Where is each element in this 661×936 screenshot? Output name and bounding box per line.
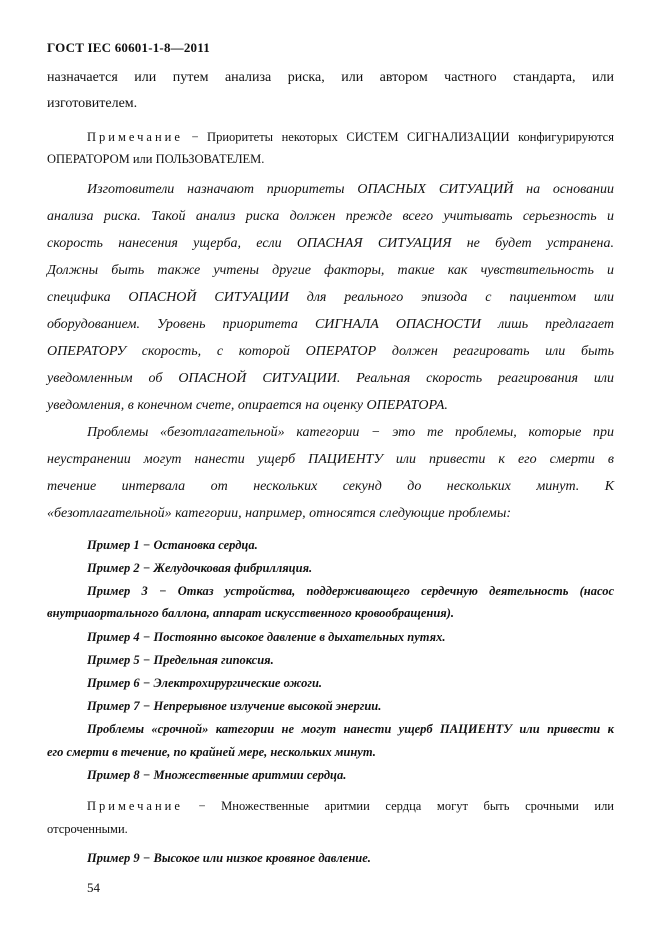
note-line: ОПЕРАТОРОМ или ПОЛЬЗОВАТЕЛЕМ.: [47, 152, 265, 166]
urgent-category-text: Проблемы «срочной» категории не могут нанести ущерб ПАЦИЕНТУ или привести к: [87, 722, 614, 736]
paragraph-line: назначается или путем анализа риска, или автором частного стандарта, или: [47, 70, 614, 85]
paragraph-line: специфика ОПАСНОЙ СИТУАЦИИ для реального эпизода с пациентом или: [47, 290, 614, 305]
example-5: Пример 5 − Предельная гипоксия.: [87, 653, 274, 667]
note-label: Примечание: [87, 799, 183, 813]
example-1: Пример 1 − Остановка сердца.: [87, 538, 258, 552]
example-9: Пример 9 − Высокое или низкое кровяное давление.: [87, 851, 371, 865]
paragraph-line: уведомления, в конечном счете, опирается на оценку ОПЕРАТОРА.: [47, 398, 448, 413]
paragraph-line: Изготовители назначают приоритеты ОПАСНЫХ СИТУАЦИЙ на основании: [87, 182, 614, 197]
paragraph-line: «безотлагательной» категории, например, относятся следующие проблемы:: [47, 506, 511, 521]
paragraph-line: оборудованием. Уровень приоритета СИГНАЛА ОПАСНОСТИ лишь предлагает: [47, 317, 614, 332]
example-4: Пример 4 − Постоянно высокое давление в дыхательных путях.: [87, 630, 446, 644]
example-6: Пример 6 − Электрохирургические ожоги.: [87, 676, 323, 690]
paragraph-line: уведомленным об ОПАСНОЙ СИТУАЦИИ. Реальная скорость реагирования или: [47, 371, 614, 386]
note-line: [87, 130, 614, 145]
document-header: ГОСТ IEC 60601-1-8—2011: [47, 40, 210, 55]
paragraph-line: Проблемы «безотлагательной» категории − это те проблемы, которые при: [87, 425, 614, 440]
example-2: Пример 2 − Желудочковая фибрилляция.: [87, 561, 313, 575]
example-8: Пример 8 − Множественные аритмии сердца.: [87, 768, 347, 782]
example-7: Пример 7 − Непрерывное излучение высокой энергии.: [87, 699, 382, 713]
note-line: [87, 799, 614, 814]
urgent-category-text-cont: его смерти в течение, по крайней мере, нескольких минут.: [47, 745, 376, 759]
paragraph-line: анализа риска. Такой анализ риска должен прежде всего учитывать серьезность и: [47, 209, 614, 224]
note-line: отсроченными.: [47, 822, 128, 836]
page-number: 54: [87, 880, 100, 895]
paragraph-line: неустранении могут нанести ущерб ПАЦИЕНТУ или привести к его смерти в: [47, 452, 614, 467]
note-text: − Множественные аритмии сердца могут быть срочными или: [182, 799, 614, 813]
example-3: Пример 3 − Отказ устройства, поддерживающего сердечную деятельность (насос: [87, 584, 614, 598]
paragraph-line: изготовителем.: [47, 96, 138, 111]
paragraph-line: Должны быть также учтены другие факторы, такие как чувствительность и: [47, 263, 614, 278]
paragraph-line: течение интервала от нескольких секунд до нескольких минут. К: [47, 479, 614, 494]
example-3-cont: внутриаортального баллона, аппарат искусственного кровообращения).: [47, 606, 454, 620]
note-label: Примечание: [87, 130, 183, 144]
paragraph-line: скорость нанесения ущерба, если ОПАСНАЯ СИТУАЦИЯ не будет устранена.: [47, 236, 614, 251]
paragraph-line: ОПЕРАТОРУ скорость, с которой ОПЕРАТОР должен реагировать или быть: [47, 344, 614, 359]
note-text: − Приоритеты некоторых СИСТЕМ СИГНАЛИЗАЦИИ конфигурируются: [182, 130, 614, 144]
